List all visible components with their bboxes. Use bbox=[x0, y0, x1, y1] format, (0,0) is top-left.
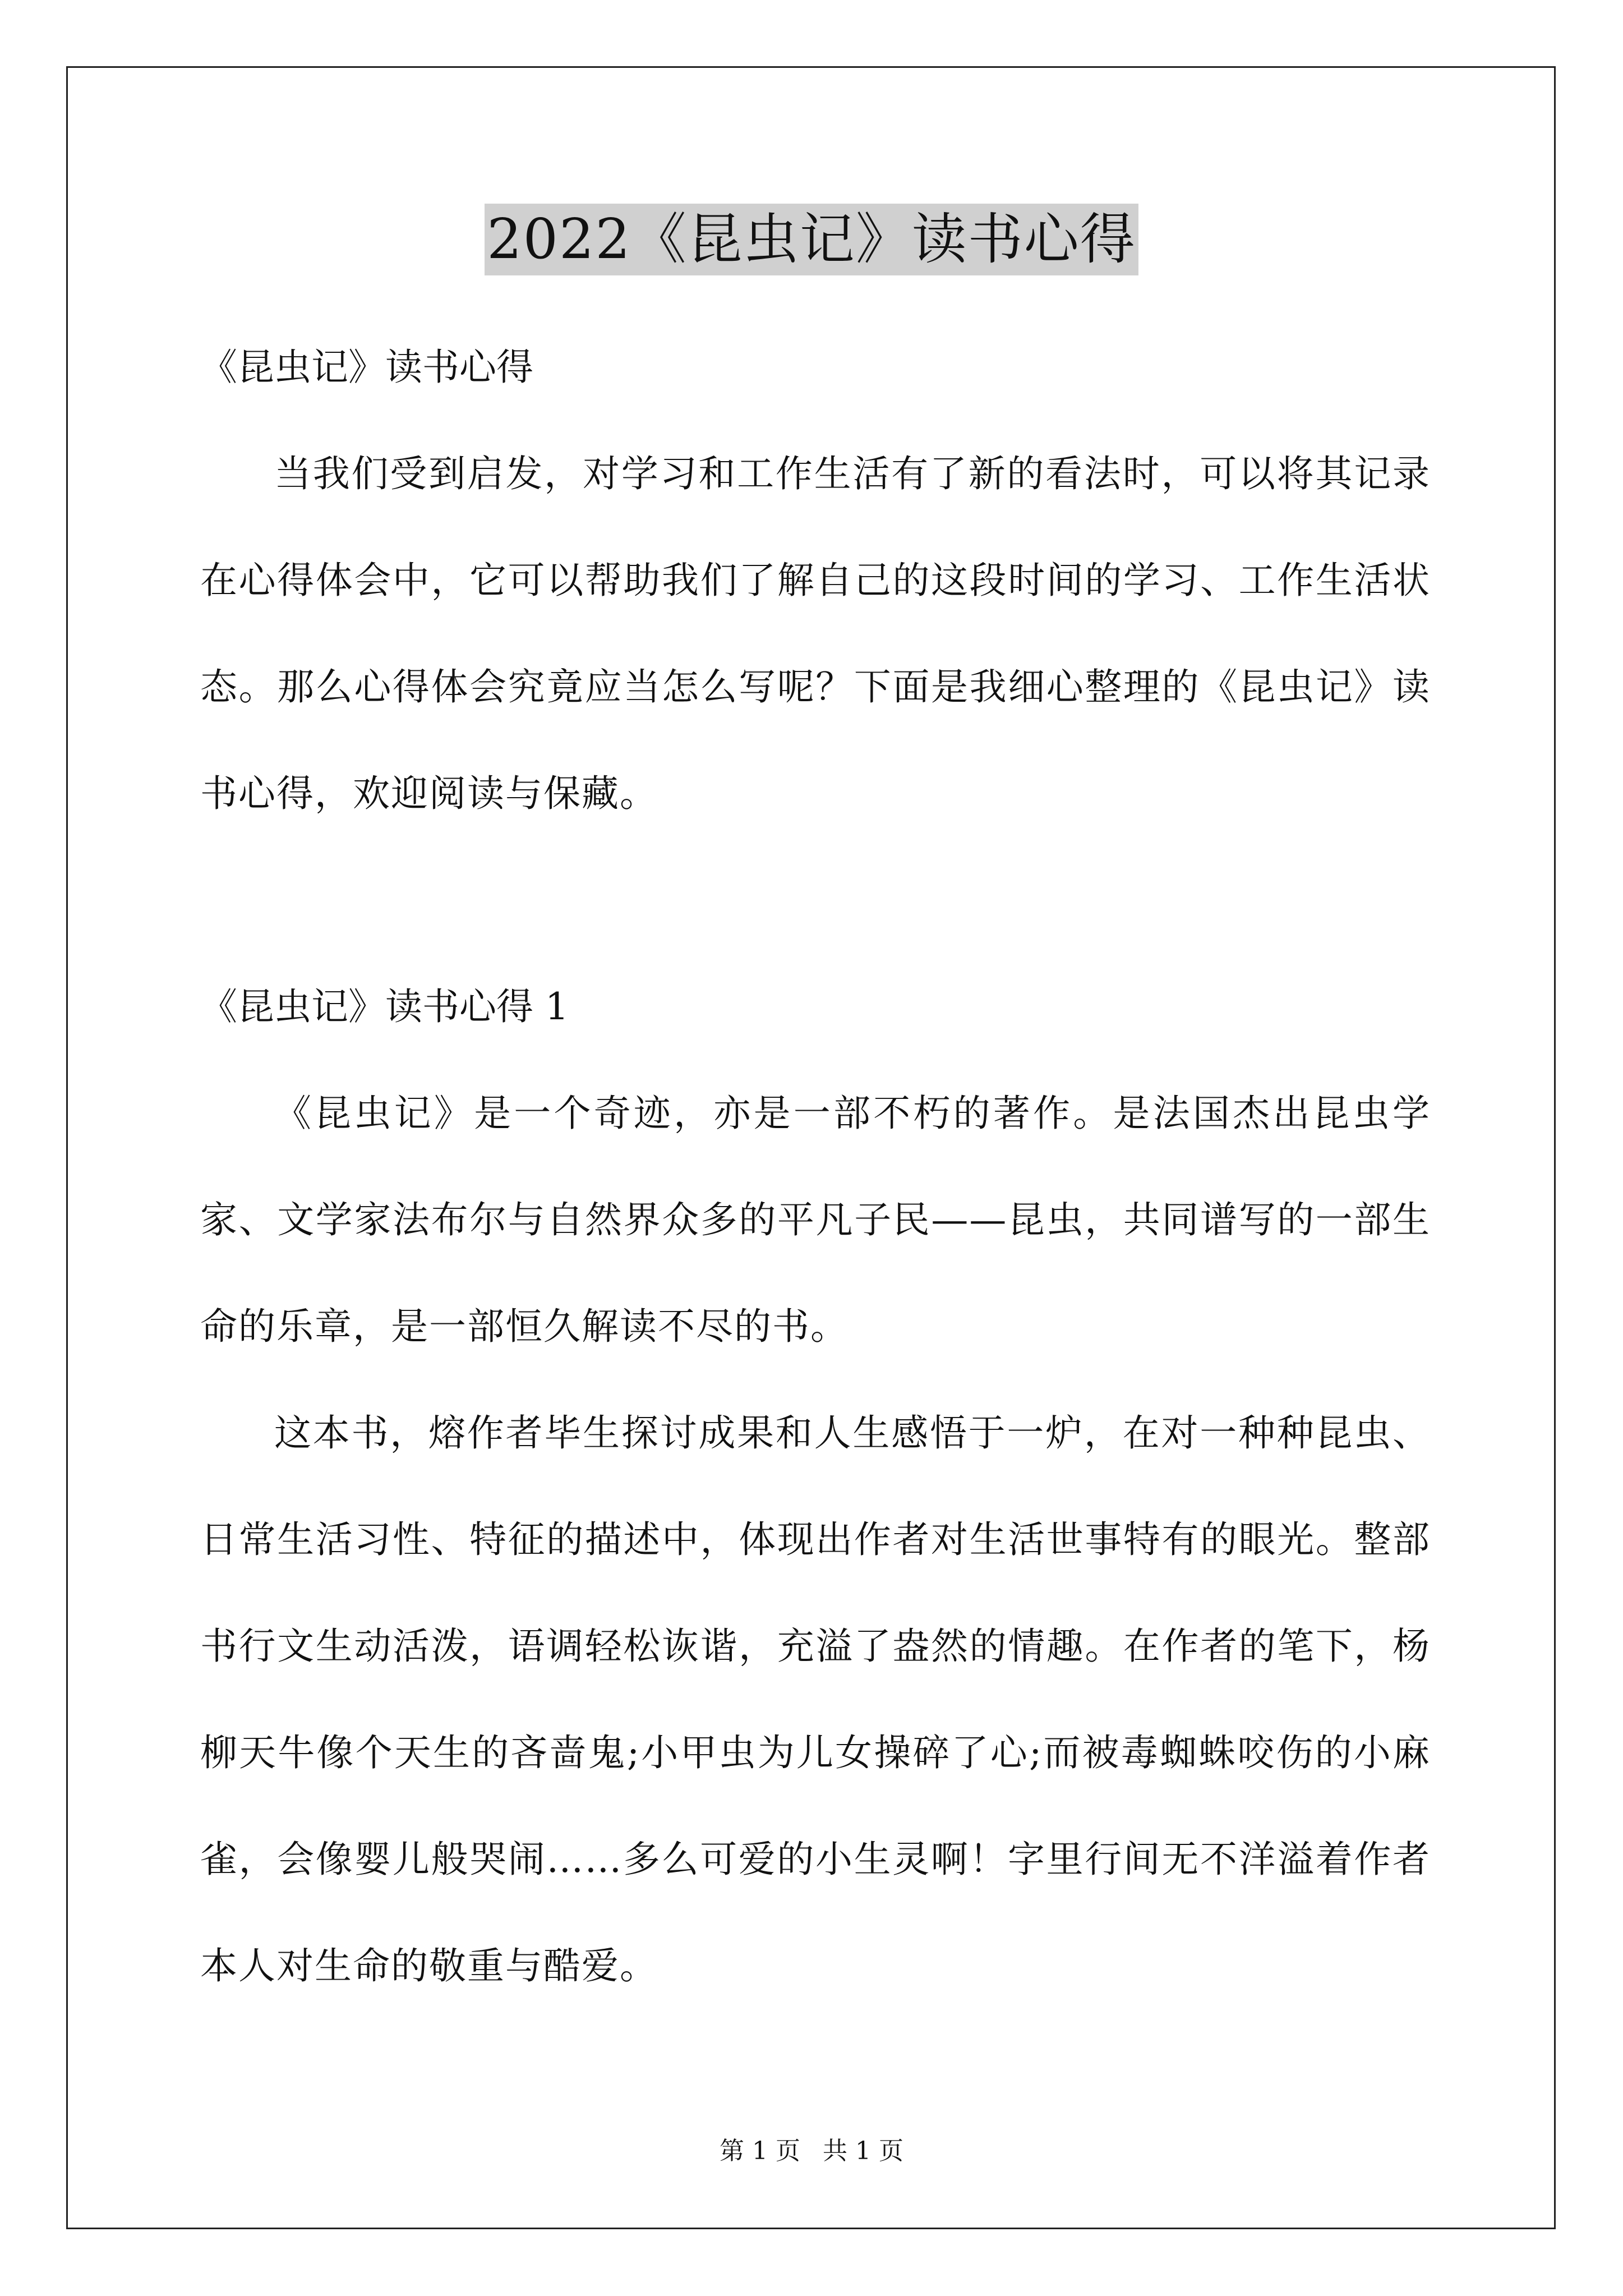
intro-paragraph: 当我们受到启发，对学习和工作生活有了新的看法时，可以将其记录在心得体会中，它可以帮助我们了解自己的这段时间的学习、工作生活状态。那么心得体会究竟应当怎么写呢？下面是我细心整理的《昆虫记》读书心得，欢迎阅读与保藏。 bbox=[200, 452, 1431, 815]
document-title: 2022《昆虫记》读书心得 bbox=[485, 204, 1138, 275]
page-total: 共 1 页 bbox=[823, 2137, 903, 2165]
body-paragraph-2: 这本书，熔作者毕生探讨成果和人生感悟于一炉，在对一种种昆虫、日常生活习性、特征的描述中，体现出作者对生活世事特有的眼光。整部书行文生动活泼，语调轻松诙谐，充溢了盎然的情趣。在作者的笔下，杨柳天牛像个天生的吝啬鬼;小甲虫为儿女操碎了心;而被毒蜘蛛咬伤的小麻雀，会像婴儿般哭闹……多么可爱的小生灵啊！字里行间无不洋溢着作者本人对生命的敬重与酷爱。 bbox=[200, 1411, 1431, 1987]
document-title-block bbox=[0, 204, 1623, 275]
page-number: 第 1 页 bbox=[720, 2137, 800, 2165]
document-body bbox=[200, 314, 1431, 2019]
page-footer bbox=[0, 2134, 1623, 2168]
section-heading: 《昆虫记》读书心得 1 bbox=[200, 985, 569, 1028]
spacer bbox=[200, 847, 1431, 954]
body-paragraph-1: 《昆虫记》是一个奇迹，亦是一部不朽的著作。是法国杰出昆虫学家、文学家法布尔与自然界众多的平凡子民——昆虫，共同谱写的一部生命的乐章，是一部恒久解读不尽的书。 bbox=[200, 1092, 1431, 1348]
document-heading: 《昆虫记》读书心得 bbox=[200, 346, 533, 389]
